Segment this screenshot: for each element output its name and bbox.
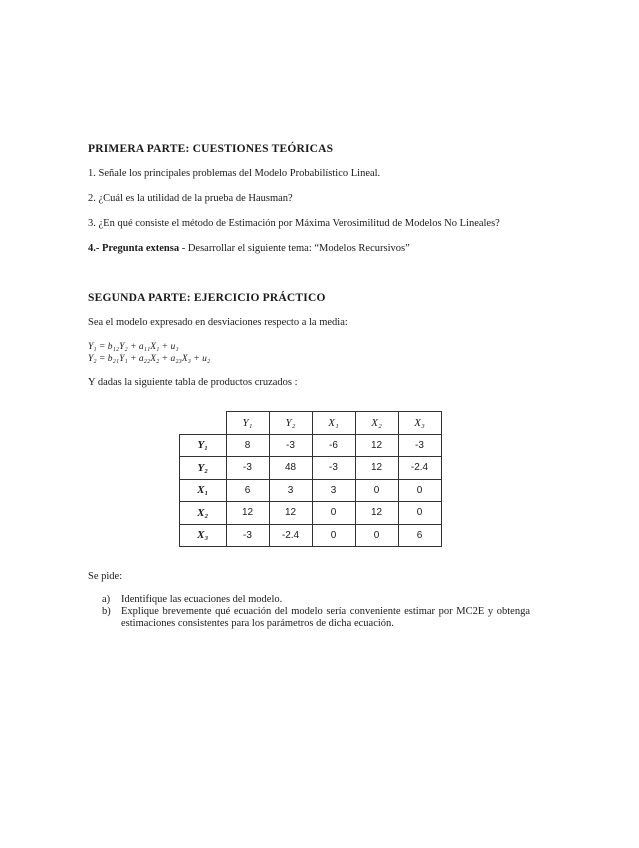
section2-title: SEGUNDA PARTE: EJERCICIO PRÁCTICO [88, 292, 326, 304]
row-header-x2: X₂ [180, 502, 227, 525]
table-header-row [180, 412, 442, 435]
col-header-x3: X₃ [398, 412, 441, 435]
row-header-x1: X₁ [180, 479, 227, 502]
table-cell: 12 [355, 457, 398, 480]
table-cell: 3 [269, 479, 312, 502]
table-cell: 0 [398, 502, 441, 525]
table-cell: 0 [312, 502, 355, 525]
col-header-y2: Y₂ [269, 412, 312, 435]
equation-2: Y₂ = b₂₁Y₁ + a₂₂X₂ + a₂₃X₃ + u₂ [88, 354, 211, 364]
row-header-x3: X₃ [180, 524, 227, 547]
table-cell: 0 [355, 479, 398, 502]
col-header-x2: X₂ [355, 412, 398, 435]
equation-1: Y₁ = b₁₂Y₂ + a₁₁X₁ + u₁ [88, 342, 179, 352]
table-cell: 12 [355, 502, 398, 525]
question-2: 2. ¿Cuál es la utilidad de la prueba de Hausman? [88, 193, 293, 204]
table-cell: 6 [398, 524, 441, 547]
row-header-y2: Y₂ [180, 457, 227, 480]
question-1: 1. Señale los principales problemas del Modelo Probabilístico Lineal. [88, 168, 381, 179]
table-cell: 3 [312, 479, 355, 502]
table-cell: -3 [398, 434, 441, 457]
table-row [180, 479, 442, 502]
table-cell: 6 [226, 479, 269, 502]
item-marker-a: a) [102, 594, 111, 605]
table-cell: -2.4 [269, 524, 312, 547]
list-item [102, 606, 530, 630]
se-pide: Se pide: [88, 571, 123, 582]
list-item [102, 594, 530, 606]
cross-products-table [179, 411, 442, 547]
row-header-y1: Y₁ [180, 434, 227, 457]
table-cell: 0 [355, 524, 398, 547]
question-4-text: - Desarrollar el siguiente tema: “Modelos Recursivos” [179, 243, 410, 254]
table-cell: 12 [269, 502, 312, 525]
col-header-y1: Y₁ [226, 412, 269, 435]
table-cell: 48 [269, 457, 312, 480]
table-cell: 0 [312, 524, 355, 547]
table-row [180, 524, 442, 547]
item-text-b: Explique brevemente qué ecuación del modelo sería conveniente estimar por MC2E y obtenga estimaciones consistentes para los parámetros de dicha ecuación. [121, 606, 530, 629]
table-intro: Y dadas la siguiente tabla de productos cruzados : [88, 377, 298, 388]
table-cell: -3 [312, 457, 355, 480]
col-header-x1: X₁ [312, 412, 355, 435]
table-corner [180, 412, 227, 435]
table-row [180, 502, 442, 525]
question-4-label: 4.- Pregunta extensa [88, 243, 180, 254]
table-cell: -6 [312, 434, 355, 457]
table-cell: 0 [398, 479, 441, 502]
item-text-a: Identifique las ecuaciones del modelo. [121, 594, 283, 605]
item-marker-b: b) [102, 606, 111, 617]
question-3: 3. ¿En qué consiste el método de Estimación por Máxima Verosimilitud de Modelos No Lineales? [88, 218, 500, 229]
table-row [180, 457, 442, 480]
table-cell: -3 [226, 524, 269, 547]
table-cell: 12 [355, 434, 398, 457]
model-intro: Sea el modelo expresado en desviaciones respecto a la media: [88, 317, 348, 328]
requirements-list [102, 594, 530, 630]
section1-title: PRIMERA PARTE: CUESTIONES TEÓRICAS [88, 143, 334, 155]
question-4 [88, 243, 410, 254]
table-row [180, 434, 442, 457]
table-cell: -2.4 [398, 457, 441, 480]
table-cell: -3 [226, 457, 269, 480]
table-cell: -3 [269, 434, 312, 457]
table-cell: 12 [226, 502, 269, 525]
table-cell: 8 [226, 434, 269, 457]
